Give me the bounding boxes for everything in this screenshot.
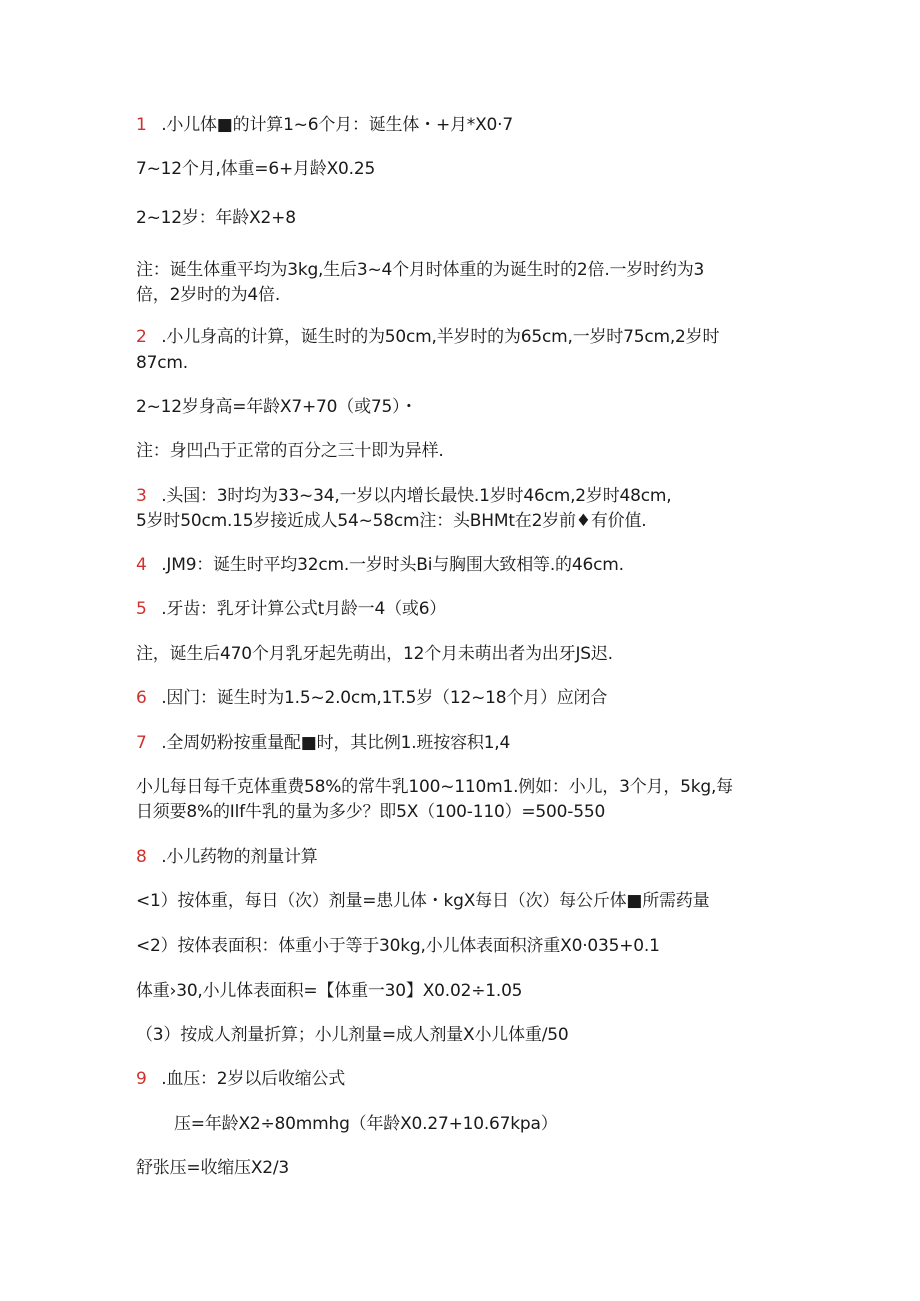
line-text: .头国：3时均为33~34,一岁以内增长最快.1岁时46cm,2岁时48cm, <box>156 486 672 506</box>
line-text: 倍，2岁时的为4倍. <box>136 285 281 305</box>
line-4 <box>136 259 796 281</box>
item-number: 1 <box>136 115 147 135</box>
item-number: 9 <box>136 1069 147 1089</box>
line-text: .全周奶粉按重量配■时，其比例1.班按容积1,4 <box>156 733 511 753</box>
line-text: .小儿体■的计算1~6个月：诞生体・+月*X0·7 <box>156 115 513 135</box>
line-11 <box>136 510 796 532</box>
line-text: 注：诞生体重平均为3kg,生后3~4个月时体重的为诞生时的2倍.一岁时约为3 <box>136 260 705 280</box>
line-text: .血压：2岁以后收缩公式 <box>156 1069 346 1089</box>
line-18 <box>136 801 796 823</box>
line-text: <1）按体重，每日（次）剂量=患儿体・kgX每日（次）每公斤体■所需药量 <box>136 891 710 911</box>
line-text: .牙齿：乳牙计算公式t月龄一4（或6） <box>156 599 447 619</box>
line-23 <box>136 1024 796 1046</box>
line-13 <box>136 598 796 620</box>
line-1 <box>136 114 796 136</box>
line-text: 2~12岁：年龄X2+8 <box>136 208 296 228</box>
line-text: 5岁时50cm.15岁接近成人54~58cm注：头BHMt在2岁前♦有价值. <box>136 511 647 531</box>
line-10 <box>136 485 796 507</box>
line-25 <box>174 1113 834 1135</box>
line-12 <box>136 554 796 576</box>
line-14 <box>136 643 796 665</box>
line-text: 压=年龄X2÷80mmhg（年龄X0.27+10.67kpa） <box>174 1114 558 1134</box>
line-6 <box>136 326 796 348</box>
line-7 <box>136 352 796 374</box>
line-22 <box>136 980 796 1002</box>
line-21 <box>136 935 796 957</box>
line-15 <box>136 687 796 709</box>
line-16 <box>136 732 796 754</box>
line-text: 日须要8%的Ilf牛乳的量为多少？即5X（100-110）=500-550 <box>136 802 606 822</box>
line-text: <2）按体表面积：体重小于等于30kg,小儿体表面积济重X0·035+0.1 <box>136 936 660 956</box>
item-number: 7 <box>136 733 147 753</box>
line-9 <box>136 440 796 462</box>
line-text: .小儿身高的计算，诞生时的为50cm,半岁时的为65cm,一岁时75cm,2岁时 <box>156 327 720 347</box>
line-text: 舒张压=收缩压X2/3 <box>136 1158 290 1178</box>
line-text: 注：身凹凸于正常的百分之三十即为异样. <box>136 441 444 461</box>
line-5 <box>136 284 796 306</box>
line-2 <box>136 158 796 180</box>
line-17 <box>136 776 796 798</box>
item-number: 2 <box>136 327 147 347</box>
line-text: （3）按成人剂量折算；小儿剂量=成人剂量X小儿体重/50 <box>136 1025 569 1045</box>
line-8 <box>136 396 796 418</box>
line-text: 2~12岁身高=年龄X7+70（或75）・ <box>136 397 418 417</box>
line-24 <box>136 1068 796 1090</box>
line-text: 7~12个月,体重=6+月龄X0.25 <box>136 159 376 179</box>
line-text: 小儿每日每千克体重费58%的常牛乳100~110m1.例如：小儿，3个月，5kg,每 <box>136 777 733 797</box>
item-number: 3 <box>136 486 147 506</box>
line-text: 87cm. <box>136 353 188 373</box>
line-text: .小儿药物的剂量计算 <box>156 847 318 867</box>
line-26 <box>136 1157 796 1179</box>
item-number: 5 <box>136 599 147 619</box>
line-text: 注，诞生后470个月乳牙起先萌出，12个月未萌出者为出牙JS迟. <box>136 644 613 664</box>
line-text: .因门：诞生时为1.5~2.0cm,1T.5岁（12~18个月）应闭合 <box>156 688 608 708</box>
line-19 <box>136 846 796 868</box>
line-3 <box>136 207 796 229</box>
line-20 <box>136 890 796 912</box>
line-text: .JM9：诞生时平均32cm.一岁时头Bi与胸围大致相等.的46cm. <box>156 555 624 575</box>
item-number: 8 <box>136 847 147 867</box>
line-text: 体重›30,小儿体表面积=【体重一30】X0.02÷1.05 <box>136 981 523 1001</box>
item-number: 4 <box>136 555 147 575</box>
item-number: 6 <box>136 688 147 708</box>
